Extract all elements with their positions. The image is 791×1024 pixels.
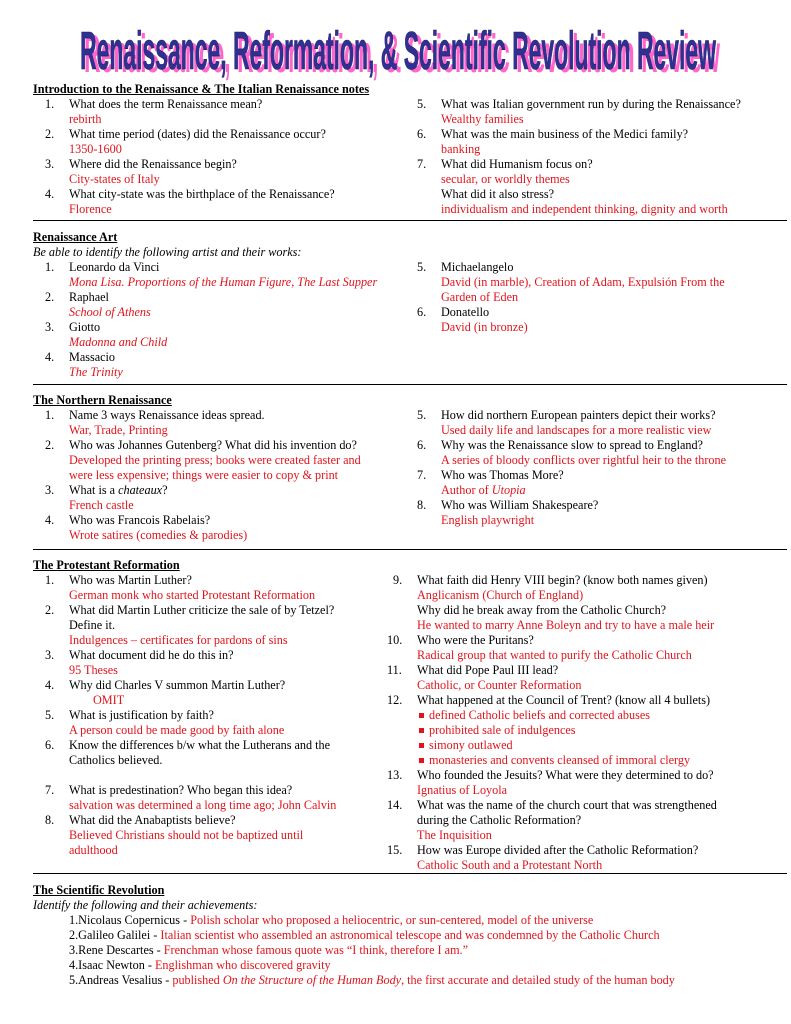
question: 3. What document did he do this in? bbox=[45, 648, 234, 662]
right-column bbox=[405, 260, 785, 335]
section-protestant bbox=[33, 558, 783, 870]
right-column bbox=[381, 573, 783, 873]
title-shadow: Renaissance, Reformation, & Scientific Revolution Review bbox=[84, 24, 721, 82]
answer: 95 Theses bbox=[69, 663, 118, 677]
answer: The Inquisition bbox=[417, 828, 492, 842]
question: 6. Why was the Renaissance slow to spread to England? bbox=[417, 438, 703, 452]
answer: German monk who started Protestant Reformation bbox=[69, 588, 316, 602]
bullet-item: prohibited sale of indulgences bbox=[381, 723, 783, 738]
question: 13. Who founded the Jesuits? What were they determined to do? bbox=[387, 768, 714, 782]
answer: A series of bloody conflicts over rightful heir to the throne bbox=[441, 453, 726, 467]
list-item: 4.Isaac Newton - Englishman who discovered gravity bbox=[69, 958, 331, 972]
question: 1. Name 3 ways Renaissance ideas spread. bbox=[45, 408, 265, 422]
question: 8. What did the Anabaptists believe? bbox=[45, 813, 236, 827]
question: 14. What was the name of the church court that was strengthened bbox=[387, 798, 717, 812]
question: 3. Where did the Renaissance begin? bbox=[45, 157, 237, 171]
answer: rebirth bbox=[69, 112, 102, 126]
answer: Mona Lisa. Proportions of the Human Figure, The Last Supper bbox=[69, 275, 378, 289]
question: 1. Leonardo da Vinci bbox=[45, 260, 160, 274]
answer: Anglicanism (Church of England) bbox=[417, 588, 584, 602]
section-scientific bbox=[33, 883, 783, 993]
question: 1. Who was Martin Luther? bbox=[45, 573, 192, 587]
answer: Catholic, or Counter Reformation bbox=[417, 678, 582, 692]
section-heading: The Scientific Revolution bbox=[33, 883, 165, 897]
section-divider bbox=[33, 384, 787, 385]
left-column bbox=[33, 408, 413, 543]
answer: Believed Christians should not be baptized until bbox=[69, 828, 304, 842]
answer: individualism and independent thinking, dignity and worth bbox=[441, 202, 728, 216]
title-wordart bbox=[70, 14, 730, 82]
spacer bbox=[33, 768, 398, 783]
section-heading: Introduction to the Renaissance & The Italian Renaissance notes bbox=[33, 82, 370, 96]
question: 1. What does the term Renaissance mean? bbox=[45, 97, 263, 111]
right-column bbox=[405, 408, 785, 528]
question: 10. Who were the Puritans? bbox=[387, 633, 534, 647]
question: 2. What did Martin Luther criticize the sale of by Tetzel? bbox=[45, 603, 335, 617]
answer: Wrote satires (comedies & parodies) bbox=[69, 528, 248, 542]
answer: Indulgences – certificates for pardons of sins bbox=[69, 633, 288, 647]
question: 4. Why did Charles V summon Martin Luther? bbox=[45, 678, 286, 692]
answer: Developed the printing press; books were created faster and bbox=[69, 453, 361, 467]
question: 7. What is predestination? Who began this idea? bbox=[45, 783, 293, 797]
answer: OMIT bbox=[93, 693, 125, 707]
answer: War, Trade, Printing bbox=[69, 423, 168, 437]
question: 5. What is justification by faith? bbox=[45, 708, 214, 722]
title-text: Renaissance, Reformation, & Scientific Revolution Review bbox=[80, 21, 717, 81]
question: 3. What is a chateaux? bbox=[45, 483, 168, 497]
question: 11. What did Pope Paul III lead? bbox=[387, 663, 559, 677]
left-column bbox=[33, 260, 413, 380]
section-instructions: Identify the following and their achievements: bbox=[33, 898, 258, 912]
answer: Wealthy families bbox=[441, 112, 524, 126]
section-heading: The Protestant Reformation bbox=[33, 558, 180, 572]
question-continued: during the Catholic Reformation? bbox=[417, 813, 582, 827]
question-continued: Define it. bbox=[69, 618, 116, 632]
list-item: 5.Andreas Vesalius - published On the Structure of the Human Body, the first accurate and detailed study of the human body bbox=[69, 973, 675, 987]
answer-continued: Garden of Eden bbox=[441, 290, 519, 304]
answer-continued: adulthood bbox=[69, 843, 118, 857]
answer: Author of Utopia bbox=[441, 483, 526, 497]
question: 3. Giotto bbox=[45, 320, 101, 334]
list-item: 1.Nicolaus Copernicus - Polish scholar who proposed a heliocentric, or sun-centered, model of the universe bbox=[69, 913, 594, 927]
answer: Ignatius of Loyola bbox=[417, 783, 508, 797]
answer: David (in marble), Creation of Adam, Expulsión From the bbox=[441, 275, 725, 289]
list-item: 3.Rene Descartes - Frenchman whose famous quote was “I think, therefore I am.” bbox=[69, 943, 469, 957]
answer: Used daily life and landscapes for a more realistic view bbox=[441, 423, 712, 437]
question: 4. What city-state was the birthplace of the Renaissance? bbox=[45, 187, 335, 201]
answer: David (in bronze) bbox=[441, 320, 528, 334]
question: 5. How did northern European painters depict their works? bbox=[417, 408, 716, 422]
answer: 1350-1600 bbox=[69, 142, 122, 156]
answer: English playwright bbox=[441, 513, 535, 527]
section-divider bbox=[33, 549, 787, 550]
question: 6. Donatello bbox=[417, 305, 490, 319]
section-divider bbox=[33, 873, 787, 874]
question: 12. What happened at the Council of Trent? (know all 4 bullets) bbox=[387, 693, 711, 707]
question: 6. Know the differences b/w what the Lutherans and the bbox=[45, 738, 331, 752]
question: 2. Raphael bbox=[45, 290, 109, 304]
list-item: 2.Galileo Galilei - Italian scientist who assembled an astronomical telescope and was condemned by the Catholic Church bbox=[69, 928, 660, 942]
question: 7. Who was Thomas More? bbox=[417, 468, 564, 482]
question: 5. Michaelangelo bbox=[417, 260, 514, 274]
answer: secular, or worldly themes bbox=[441, 172, 570, 186]
question: 8. Who was William Shakespeare? bbox=[417, 498, 599, 512]
answer: Florence bbox=[69, 202, 112, 216]
left-column bbox=[33, 97, 413, 217]
left-column bbox=[33, 573, 398, 858]
question: 4. Who was Francois Rabelais? bbox=[45, 513, 211, 527]
question-followup: What did it also stress? bbox=[441, 187, 555, 201]
section-heading: The Northern Renaissance bbox=[33, 393, 172, 407]
question: 6. What was the main business of the Medici family? bbox=[417, 127, 689, 141]
answer: School of Athens bbox=[69, 305, 151, 319]
section-divider bbox=[33, 220, 787, 221]
question: 7. What did Humanism focus on? bbox=[417, 157, 593, 171]
answer: City-states of Italy bbox=[69, 172, 160, 186]
page-title bbox=[70, 14, 730, 82]
bullet-item: simony outlawed bbox=[381, 738, 783, 753]
question: 2. Who was Johannes Gutenberg? What did his invention do? bbox=[45, 438, 357, 452]
answer: Radical group that wanted to purify the Catholic Church bbox=[417, 648, 692, 662]
bullet-item: defined Catholic beliefs and corrected abuses bbox=[381, 708, 783, 723]
answer: salvation was determined a long time ago; John Calvin bbox=[69, 798, 337, 812]
right-column bbox=[405, 97, 785, 217]
question: 5. What was Italian government run by during the Renaissance? bbox=[417, 97, 741, 111]
answer: He wanted to marry Anne Boleyn and try to have a male heir bbox=[417, 618, 715, 632]
answer: Catholic South and a Protestant North bbox=[417, 858, 603, 872]
section-instructions: Be able to identify the following artist and their works: bbox=[33, 245, 302, 259]
section-intro bbox=[33, 82, 783, 218]
question: 15. How was Europe divided after the Catholic Reformation? bbox=[387, 843, 699, 857]
question: 9. What faith did Henry VIII begin? (know both names given) bbox=[393, 573, 708, 587]
answer: The Trinity bbox=[69, 365, 123, 379]
question: 4. Massacio bbox=[45, 350, 116, 364]
answer: Madonna and Child bbox=[69, 335, 168, 349]
answer: A person could be made good by faith alone bbox=[69, 723, 285, 737]
question-continued: Catholics believed. bbox=[69, 753, 163, 767]
section-art bbox=[33, 230, 783, 380]
answer: French castle bbox=[69, 498, 134, 512]
answer: banking bbox=[441, 142, 481, 156]
answer-continued: were less expensive; things were easier to copy & print bbox=[69, 468, 339, 482]
section-heading: Renaissance Art bbox=[33, 230, 118, 244]
section-northern bbox=[33, 393, 783, 545]
question: 2. What time period (dates) did the Renaissance occur? bbox=[45, 127, 326, 141]
bullet-item: monasteries and convents cleansed of immoral clergy bbox=[381, 753, 783, 768]
question-followup: Why did he break away from the Catholic Church? bbox=[417, 603, 667, 617]
